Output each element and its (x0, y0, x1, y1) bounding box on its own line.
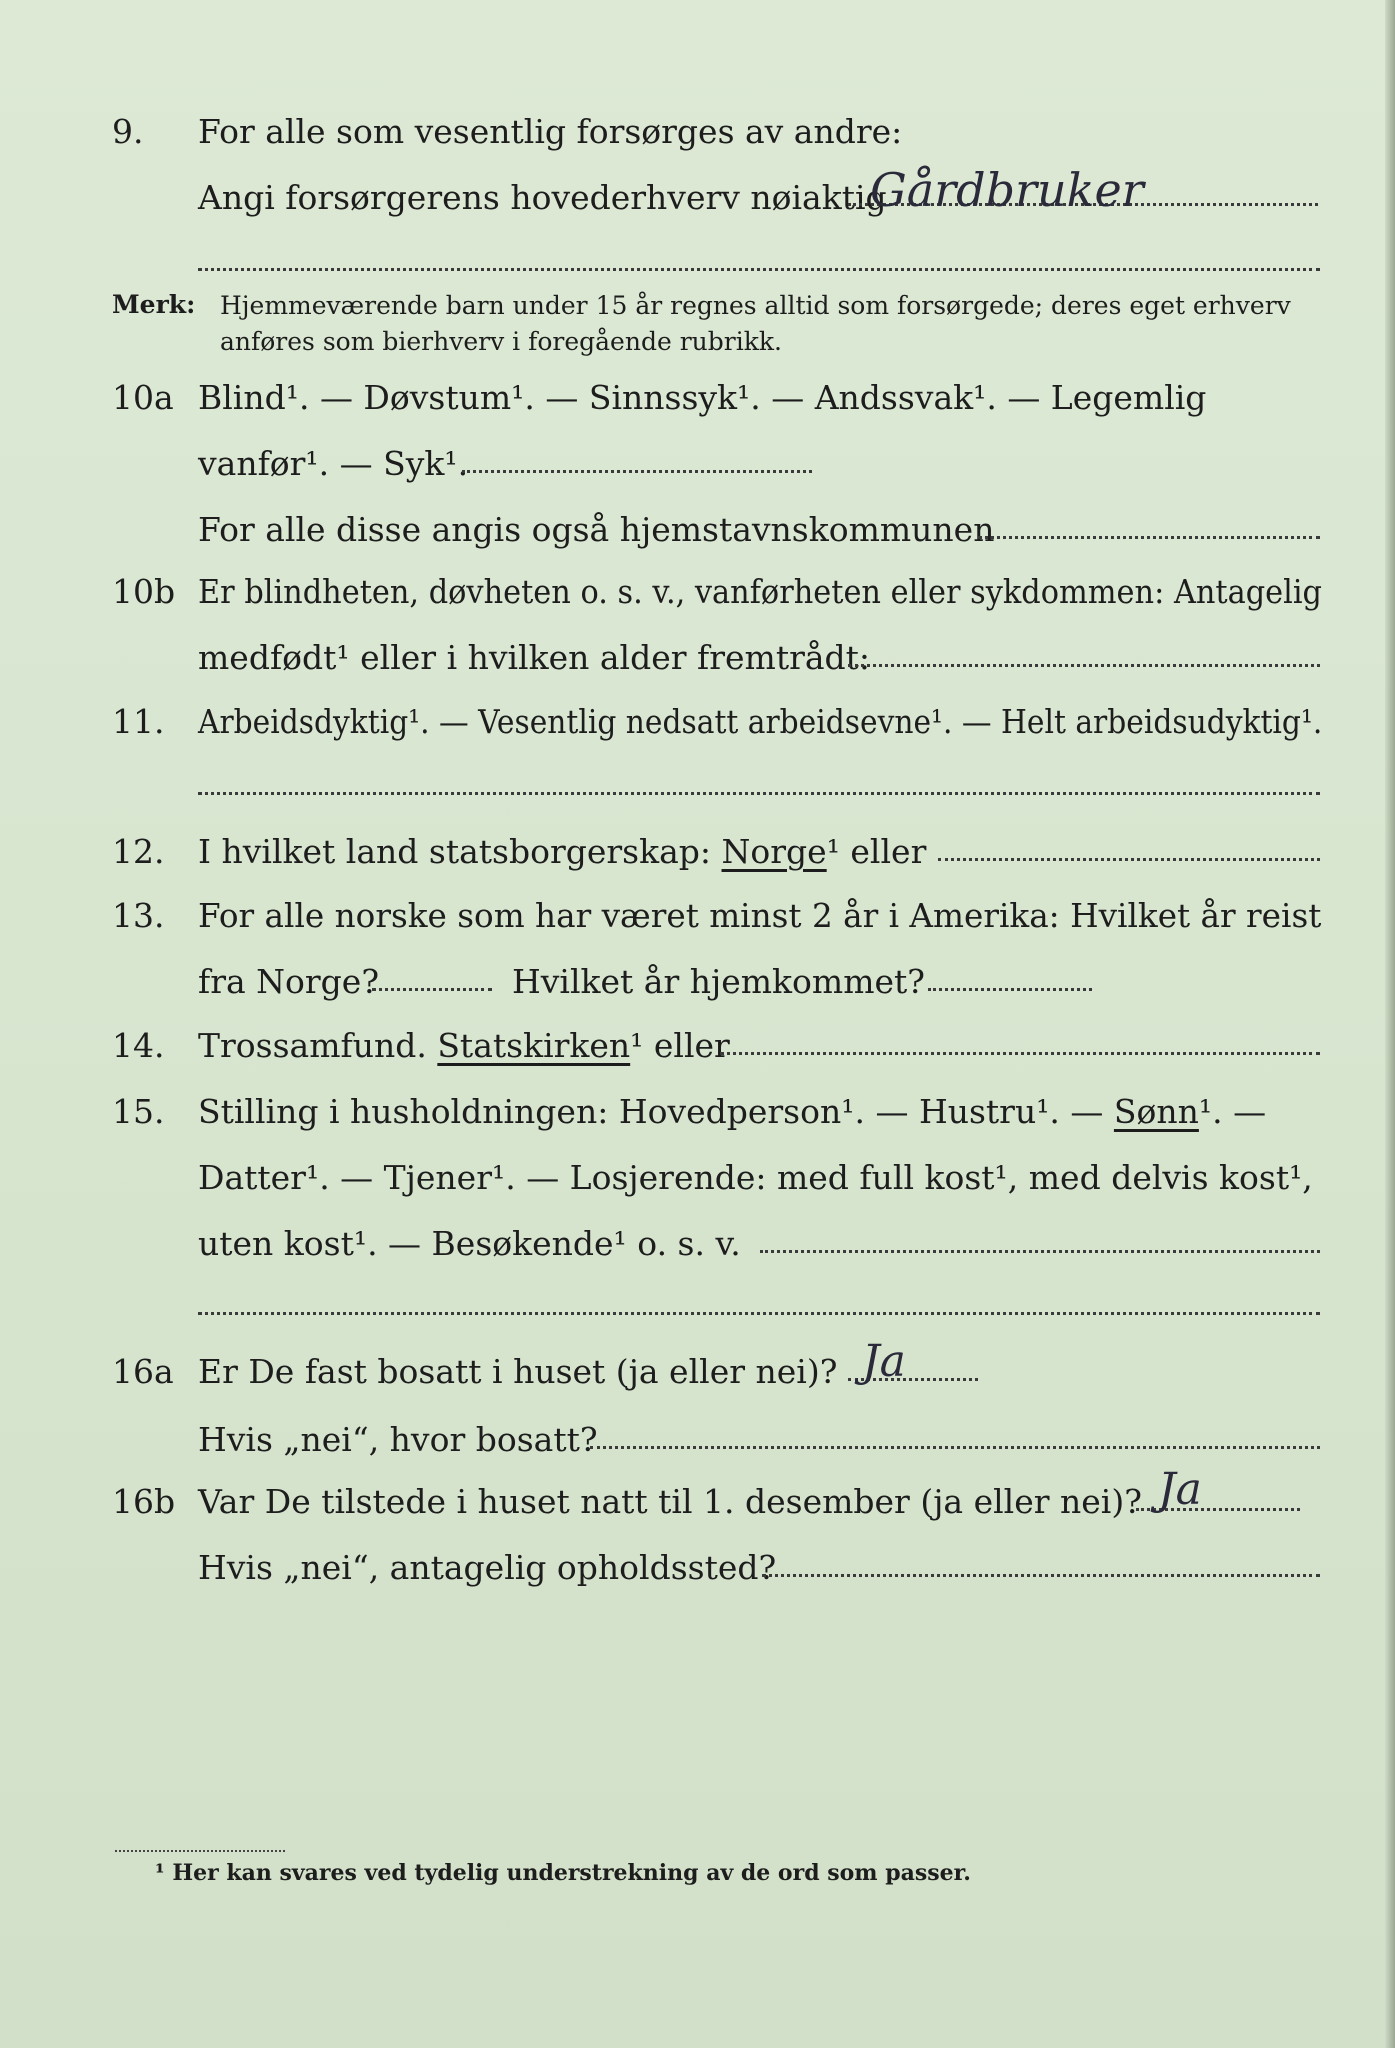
q10a-line2: vanfør¹. — Syk¹. (198, 444, 469, 483)
q16a-line2-fill (590, 1446, 1320, 1449)
q12-suffix: ¹ eller (826, 832, 927, 871)
footnote (155, 1860, 971, 1886)
q10b-number: 10b (112, 572, 176, 611)
q13-number: 13. (112, 896, 165, 935)
q10b-line2: medfødt¹ eller i hvilken alder fremtrådt: (198, 638, 871, 677)
q14-underlined-option: Statskirken (437, 1026, 631, 1065)
q15-line3: uten kost¹. — Besøkende¹ o. s. v. (198, 1224, 741, 1263)
q16b-line1: Var De tilstede i huset natt til 1. desember (ja eller nei)? (198, 1482, 1142, 1521)
footnote-text: Her kan svares ved tydelig understrekning av de ord som passer. (172, 1860, 971, 1886)
q15-extra-line (198, 1312, 1320, 1315)
q11-line1: Arbeidsdyktig¹. — Vesentlig nedsatt arbeidsevne¹. — Helt arbeidsudyktig¹. (198, 702, 1323, 741)
q15-fill (760, 1250, 1320, 1253)
footnote-rule (115, 1850, 285, 1852)
q15-line1-prefix: Stilling i husholdningen: Hovedperson¹. — Hustru¹. — (198, 1092, 1104, 1131)
q15-number: 15. (112, 1092, 165, 1131)
q12-fill (938, 858, 1320, 861)
q16a-number: 16a (112, 1352, 174, 1391)
q9-answer-handwritten: Gårdbruker (870, 163, 1144, 217)
q16a-line2: Hvis „nei“, hvor bosatt? (198, 1420, 598, 1459)
q14-line (198, 1026, 730, 1066)
merk-line1: Hjemmeværende barn under 15 år regnes alltid som forsørgede; deres eget erhverv (220, 291, 1291, 320)
q15-line1-suffix: ¹. — (1198, 1092, 1267, 1131)
q11-number: 11. (112, 702, 165, 741)
q10a-line3: For alle disse angis også hjemstavnskommunen (198, 510, 995, 549)
q13-line1: For alle norske som har været minst 2 år i Amerika: Hvilket år reist (198, 896, 1322, 935)
merk-label: Merk: (112, 290, 196, 319)
q10b-line2-fill (848, 664, 1320, 667)
q12-prefix: I hvilket land statsborgerskap: (198, 832, 712, 871)
q13-line2a: fra Norge? (198, 962, 380, 1001)
q11-extra-line (198, 792, 1320, 795)
q16b-line2-fill (762, 1574, 1320, 1577)
q15-line2: Datter¹. — Tjener¹. — Losjerende: med full kost¹, med delvis kost¹, (198, 1158, 1313, 1197)
q9-line2: Angi forsørgerens hovederhverv nøiaktig (198, 178, 887, 217)
q15-underlined-option: Sønn (1113, 1092, 1199, 1131)
q9-line1: For alle som vesentlig forsørges av andre: (198, 112, 903, 151)
merk-line2: anføres som bierhverv i foregående rubrikk. (220, 327, 782, 356)
q16a-line1: Er De fast bosatt i huset (ja eller nei)? (198, 1352, 838, 1391)
q10b-line1: Er blindheten, døvheten o. s. v., vanførheten eller sykdommen: Antagelig (198, 572, 1322, 611)
q15-line1 (198, 1092, 1266, 1132)
q16a-answer-handwritten: Ja (862, 1336, 906, 1387)
q10a-line1: Blind¹. — Døvstum¹. — Sinnssyk¹. — Andssvak¹. — Legemlig (198, 378, 1207, 417)
q12-line (198, 832, 926, 872)
q14-prefix: Trossamfund. (198, 1026, 427, 1065)
q14-suffix: ¹ eller (630, 1026, 730, 1065)
q10a-line3-fill (978, 536, 1320, 539)
q14-number: 14. (112, 1026, 165, 1065)
page-edge (1385, 0, 1395, 2048)
q16b-answer-handwritten: Ja (1158, 1464, 1202, 1515)
q16b-line2: Hvis „nei“, antagelig opholdssted? (198, 1548, 777, 1587)
q10a-number: 10a (112, 378, 174, 417)
q12-underlined-option: Norge (721, 832, 827, 871)
q14-fill (720, 1052, 1320, 1055)
q13-line2b: Hvilket år hjemkommet? (512, 962, 925, 1001)
q9-extra-line (198, 268, 1320, 271)
q13-line2b-fill (928, 988, 1092, 991)
footnote-marker: ¹ (155, 1860, 165, 1886)
q12-number: 12. (112, 832, 165, 871)
q16b-number: 16b (112, 1482, 176, 1521)
q10a-line2-fill (462, 470, 812, 473)
q13-line2a-fill (372, 988, 492, 991)
q9-number: 9. (112, 112, 144, 151)
